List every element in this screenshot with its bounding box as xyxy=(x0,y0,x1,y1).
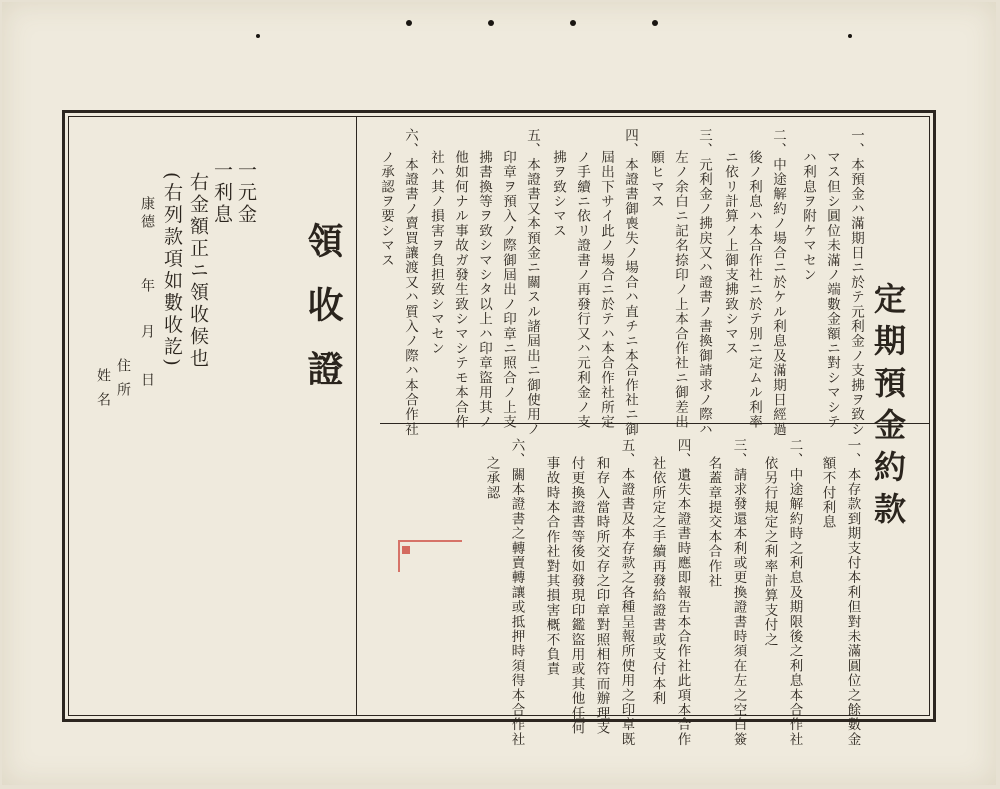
term-line: 額不付利息 xyxy=(819,456,836,530)
term-line: 左ノ余白ニ記名捺印ノ上本合作社ニ御差出 xyxy=(672,150,688,430)
term-line: 六、關本證書之轉賣轉讓或抵押時須得本合作社 xyxy=(508,438,525,747)
principal-line: 一元金 xyxy=(235,160,257,226)
term-line: 之承認 xyxy=(483,456,500,501)
month-label: 月 xyxy=(139,324,155,342)
term-line: マス但シ圓位未滿ノ端數金額ニ對シマシテ xyxy=(824,150,840,430)
interest-line: 一利息 xyxy=(211,160,233,226)
term-line: 二、中途解約ノ場合ニ於ケル利息及滿期日經過 xyxy=(770,128,786,437)
binding-hole xyxy=(488,20,494,26)
term-line: 願ヒマス xyxy=(648,150,664,209)
panel-divider xyxy=(356,116,357,716)
term-line: 四、本證書御喪失ノ場合ハ直チニ本合作社ニ御 xyxy=(622,128,638,437)
receipt-statement-chinese: (右列款項如數收訖) xyxy=(161,172,183,369)
term-line: 二、中途解約時之利息及期限後之利息本合作社 xyxy=(786,438,803,747)
day-label: 日 xyxy=(139,372,155,390)
term-line: 社依所定之手續再發給證書或支付本利 xyxy=(649,456,666,706)
name-label: 姓名 xyxy=(95,368,111,416)
term-line: ニ依リ計算ノ上御支拂致シマス xyxy=(722,150,738,356)
binding-hole xyxy=(652,20,658,26)
term-line: ノ手續ニ依リ證書ノ再發行又ハ元利金ノ支 xyxy=(574,150,590,430)
year-label: 年 xyxy=(139,278,155,296)
receipt-statement: 右金額正ニ領收候也 xyxy=(187,172,209,370)
red-seal-mark xyxy=(398,540,462,572)
address-label: 住所 xyxy=(115,358,131,406)
contract-title: 定期預金約款 xyxy=(869,282,907,534)
term-line: 依另行規定之利率計算支付之 xyxy=(761,456,778,648)
term-line: 三、請求發還本利或更換證書時須在左之空白簽 xyxy=(730,438,747,747)
binding-hole xyxy=(406,20,412,26)
term-line: 後ノ利息ハ本合作社ニ於テ別ニ定ムル利率 xyxy=(746,150,762,430)
term-line: 事故時本合作社對其損害概不負責 xyxy=(543,456,560,677)
term-line: 屆出下サイ此ノ場合ニ於テハ本合作社所定 xyxy=(598,150,614,430)
term-line: 五、本證書及本存款之各種呈報所使用之印章既 xyxy=(618,438,635,747)
term-line: 三、元利金ノ拂戻又ハ證書ノ書換御請求ノ際ハ xyxy=(696,128,712,437)
receipt-title: 領收證 xyxy=(302,222,344,414)
era-label: 康德 xyxy=(139,196,155,232)
term-line: 六、本證書ノ賣買讓渡又ハ質入ノ際ハ本合作社 xyxy=(402,128,418,437)
term-line: ハ利息ヲ附ケマセン xyxy=(800,150,816,283)
term-line: 他如何ナル事故ガ發生致シマシテモ本合作 xyxy=(452,150,468,430)
term-line: 名蓋章提交本合作社 xyxy=(705,456,722,589)
term-line: 印章ヲ預入ノ際御屆出ノ印章ニ照合ノ上支 xyxy=(500,150,516,430)
term-line: 拂書換等ヲ致シマシタ以上ハ印章盜用其ノ xyxy=(476,150,492,430)
term-line: 五、本證書又本預金ニ關スル諸屆出ニ御使用ノ xyxy=(524,128,540,437)
term-line: 和存入當時所交存之印章對照相符而辦理支 xyxy=(593,456,610,736)
term-line: 一、本預金ハ滿期日ニ於テ元利金ノ支拂ヲ致シ xyxy=(848,128,864,437)
binding-hole xyxy=(848,34,852,38)
binding-hole xyxy=(256,34,260,38)
red-seal-mark xyxy=(402,546,410,554)
term-line: ノ承認ヲ要シマス xyxy=(378,150,394,268)
term-line: 四、遺失本證書時應即報告本合作社此項本合作 xyxy=(674,438,691,747)
term-line: 付更換證書等後如發現印鑑盜用或其他任何 xyxy=(568,456,585,736)
term-line: 一、本存款到期支付本利但對未滿圓位之餘數金 xyxy=(844,438,861,747)
term-line: 社ハ其ノ損害ヲ負担致シマセン xyxy=(428,150,444,356)
binding-hole xyxy=(570,20,576,26)
term-line: 拂ヲ致シマス xyxy=(550,150,566,239)
